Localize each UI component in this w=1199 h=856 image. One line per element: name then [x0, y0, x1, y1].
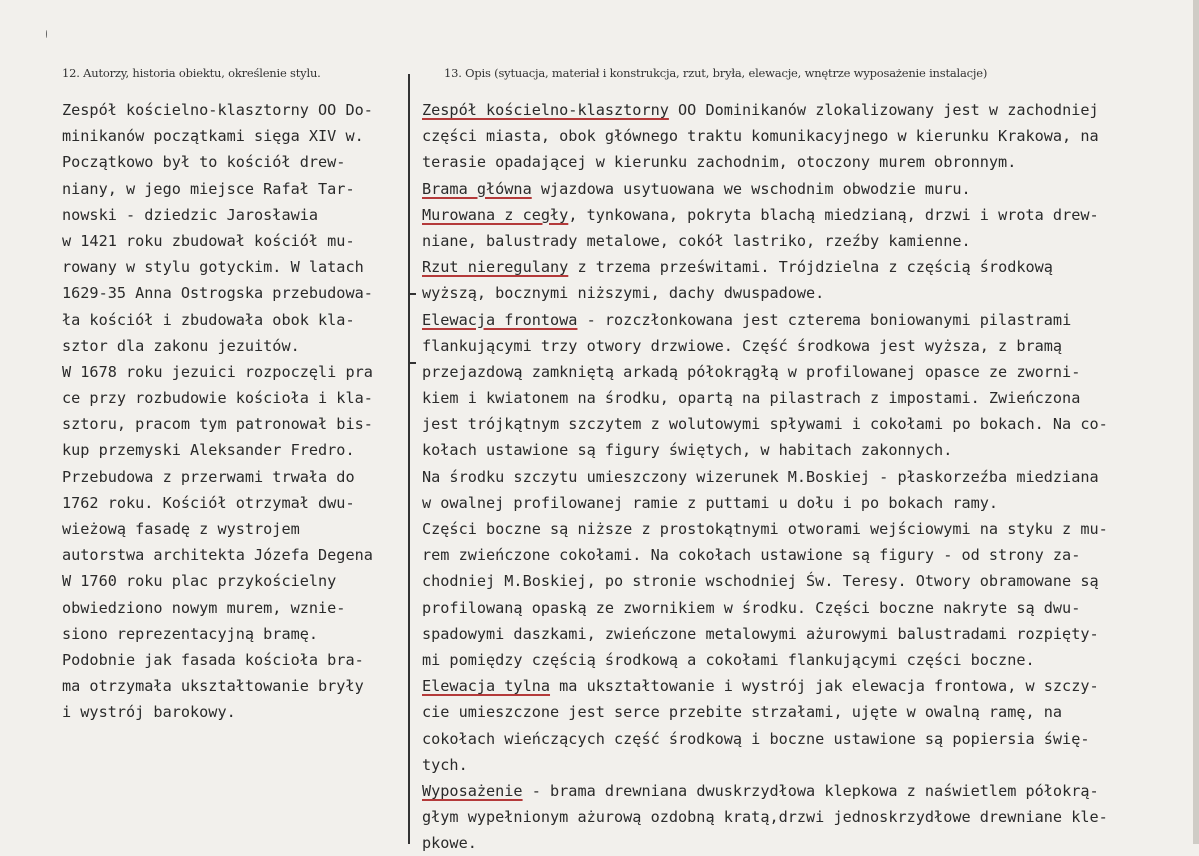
- right-section-header: 13. Opis (sytuacja, materiał i konstrukcja, rzut, bryła, elewacje, wnętrze wyposażenie instalacje): [444, 66, 988, 80]
- history-text-line: siono reprezentacyjną bramę.: [62, 624, 319, 643]
- line-text: ma ukształtowanie i wystrój jak elewacja frontowa, w szczy-: [550, 677, 1099, 696]
- underlined-heading: Elewacja frontowa: [422, 310, 578, 329]
- description-text-line: [422, 726, 1192, 752]
- line-text: niane, balustrady metalowe, cokół lastriko, rzeźby kamienne.: [422, 231, 971, 250]
- description-text-line: [422, 411, 1192, 437]
- line-text: w owalnej profilowanej ramie z puttami u dołu i po bokach ramy.: [422, 493, 999, 512]
- history-text-line: w 1421 roku zbudował kościół mu-: [62, 231, 355, 250]
- underlined-heading: Wyposażenie: [422, 781, 523, 800]
- description-text-line: [422, 595, 1192, 621]
- description-text-line: [422, 359, 1192, 385]
- history-text-line: wieżową fasadę z wystrojem: [62, 520, 300, 538]
- history-text-line: niany, w jego miejsce Rafał Tar-: [62, 179, 355, 198]
- description-text-line: [422, 464, 1192, 490]
- line-text: przejazdową zamkniętą arkadą półokrągłą w profilowanej opasce ze zworni-: [422, 362, 1081, 381]
- line-text: wjazdowa usytuowana we wschodnim obwodzie muru.: [531, 179, 971, 198]
- description-text-line: [422, 254, 1192, 280]
- history-text-line: W 1760 roku plac przykościelny: [62, 572, 337, 591]
- description-text-line: [422, 97, 1192, 123]
- line-text: wyższą, bocznymi niższymi, dachy dwuspadowe.: [422, 284, 825, 303]
- underlined-heading: Zespół kościelno-klasztorny: [422, 101, 669, 119]
- history-text-line: i wystrój barokowy.: [62, 703, 236, 722]
- history-text-line: Początkowo był to kościół drew-: [62, 153, 346, 172]
- history-text-line: 1762 roku. Kościół otrzymał dwu-: [62, 493, 355, 512]
- line-text: OO Dominikanów zlokalizowany jest w zachodniej: [668, 101, 1099, 119]
- divider-tick: [408, 362, 416, 364]
- line-text: profilowaną opaską ze zwornikiem w środku. Części boczne nakryte są dwu-: [422, 598, 1081, 617]
- history-text-line: autorstwa architekta Józefa Degena: [62, 546, 373, 565]
- line-text: mi pomiędzy częścią środkową a cokołami flankującymi części boczne.: [422, 650, 1035, 669]
- description-text-line: [422, 830, 1192, 856]
- history-text-line: W 1678 roku jezuici rozpoczęli pra: [62, 362, 373, 381]
- underlined-heading: Brama główna: [422, 179, 532, 198]
- description-text-column: [422, 97, 1192, 856]
- description-text-line: [422, 647, 1192, 673]
- history-text-line: kup przemyski Aleksander Fredro.: [62, 441, 355, 460]
- description-text-line: [422, 752, 1192, 778]
- line-text: Części boczne są niższe z prostokątnymi otworami wejściowymi na styku z mu-: [422, 520, 1108, 538]
- history-text-line: ma otrzymała ukształtowanie bryły: [62, 677, 364, 696]
- line-text: flankującymi trzy otwory drzwiowe. Część środkowa jest wyższa, z bramą: [422, 336, 1063, 355]
- description-text-line: [422, 149, 1192, 175]
- line-text: kołach ustawione są figury świętych, w habitach zakonnych.: [422, 441, 953, 460]
- description-text-line: [422, 568, 1192, 594]
- line-text: jest trójkątnym szczytem z wolutowymi spływami i cokołami po bokach. Na co-: [422, 415, 1108, 434]
- divider-tick: [408, 293, 416, 295]
- description-text-line: [422, 673, 1192, 699]
- underlined-heading: Murowana z cegły: [422, 205, 569, 224]
- line-text: spadowymi daszkami, zwieńczone metalowymi ażurowymi balustradami rozpięty-: [422, 624, 1099, 643]
- history-text-line: 1629-35 Anna Ostrogska przebudowa-: [62, 284, 373, 303]
- line-text: cie umieszczone jest serce przebite strzałami, ujęte w owalną ramę, na: [422, 703, 1063, 722]
- description-text-line: [422, 228, 1192, 254]
- history-text-line: sztoru, pracom tym patronował bis-: [62, 415, 373, 434]
- history-text-line: ce przy rozbudowie kościoła i kla-: [62, 389, 373, 408]
- description-text-line: [422, 307, 1192, 333]
- line-text: rem zwieńczone cokołami. Na cokołach ustawione są figury - od strony za-: [422, 546, 1081, 565]
- column-divider: [408, 74, 410, 844]
- history-text-line: nowski - dziedzic Jarosławia: [62, 205, 319, 224]
- description-text-line: [422, 542, 1192, 568]
- description-text-line: [422, 280, 1192, 306]
- line-text: cokołach wieńczących część środkową i boczne ustawione są popiersia świę-: [422, 729, 1090, 748]
- history-text-line: sztor dla zakonu jezuitów.: [62, 336, 300, 355]
- description-text-line: [422, 202, 1192, 228]
- line-text: chodniej M.Boskiej, po stronie wschodniej Św. Teresy. Otwory obramowane są: [422, 572, 1099, 591]
- description-text-line: [422, 516, 1192, 542]
- description-text-line: [422, 333, 1192, 359]
- line-text: z trzema prześwitami. Trójdzielna z częścią środkową: [568, 258, 1053, 277]
- scan-mark: [46, 30, 47, 38]
- underlined-heading: Elewacja tylna: [422, 677, 551, 696]
- page-edge: [1193, 0, 1199, 844]
- description-text-line: [422, 176, 1192, 202]
- description-text-line: [422, 490, 1192, 516]
- history-text-line: Zespół kościelno-klasztorny OO Do-: [62, 101, 373, 119]
- line-text: , tynkowana, pokryta blachą miedzianą, drzwi i wrota drew-: [568, 205, 1099, 224]
- description-text-line: [422, 437, 1192, 463]
- history-text-line: Przebudowa z przerwami trwała do: [62, 467, 355, 486]
- line-text: głym wypełnionym ażurową ozdobną kratą,drzwi jednoskrzydłowe drewniane kle-: [422, 808, 1108, 827]
- description-text-line: [422, 699, 1192, 725]
- description-text-line: [422, 778, 1192, 804]
- line-text: części miasta, obok głównego traktu komunikacyjnego w kierunku Krakowa, na: [422, 127, 1099, 146]
- line-text: Na środku szczytu umieszczony wizerunek M.Boskiej - płaskorzeźba miedziana: [422, 467, 1099, 486]
- description-text-line: [422, 621, 1192, 647]
- line-text: - brama drewniana dwuskrzydłowa klepkowa z naświetlem półokrą-: [522, 781, 1099, 800]
- description-text-line: [422, 385, 1192, 411]
- line-text: kiem i kwiatonem na środku, opartą na pilastrach z impostami. Zwieńczona: [422, 389, 1081, 408]
- line-text: - rozczłonkowana jest czterema boniowanymi pilastrami: [577, 310, 1072, 329]
- line-text: tych.: [422, 755, 468, 774]
- underlined-heading: Rzut nieregulany: [422, 258, 569, 277]
- left-section-header: 12. Autorzy, historia obiektu, określenie stylu.: [62, 66, 321, 80]
- line-text: pkowe.: [422, 834, 477, 853]
- history-text-line: rowany w stylu gotyckim. W latach: [62, 258, 364, 277]
- history-text-line: Podobnie jak fasada kościoła bra-: [62, 650, 364, 669]
- history-text-column: [62, 97, 404, 726]
- line-text: terasie opadającej w kierunku zachodnim, otoczony murem obronnym.: [422, 153, 1017, 172]
- description-text-line: [422, 123, 1192, 149]
- history-text-line: minikanów początkami sięga XIV w.: [62, 127, 364, 146]
- description-text-line: [422, 804, 1192, 830]
- history-text-line: ła kościół i zbudowała obok kla-: [62, 310, 355, 329]
- history-text-line: obwiedziono nowym murem, wznie-: [62, 598, 346, 617]
